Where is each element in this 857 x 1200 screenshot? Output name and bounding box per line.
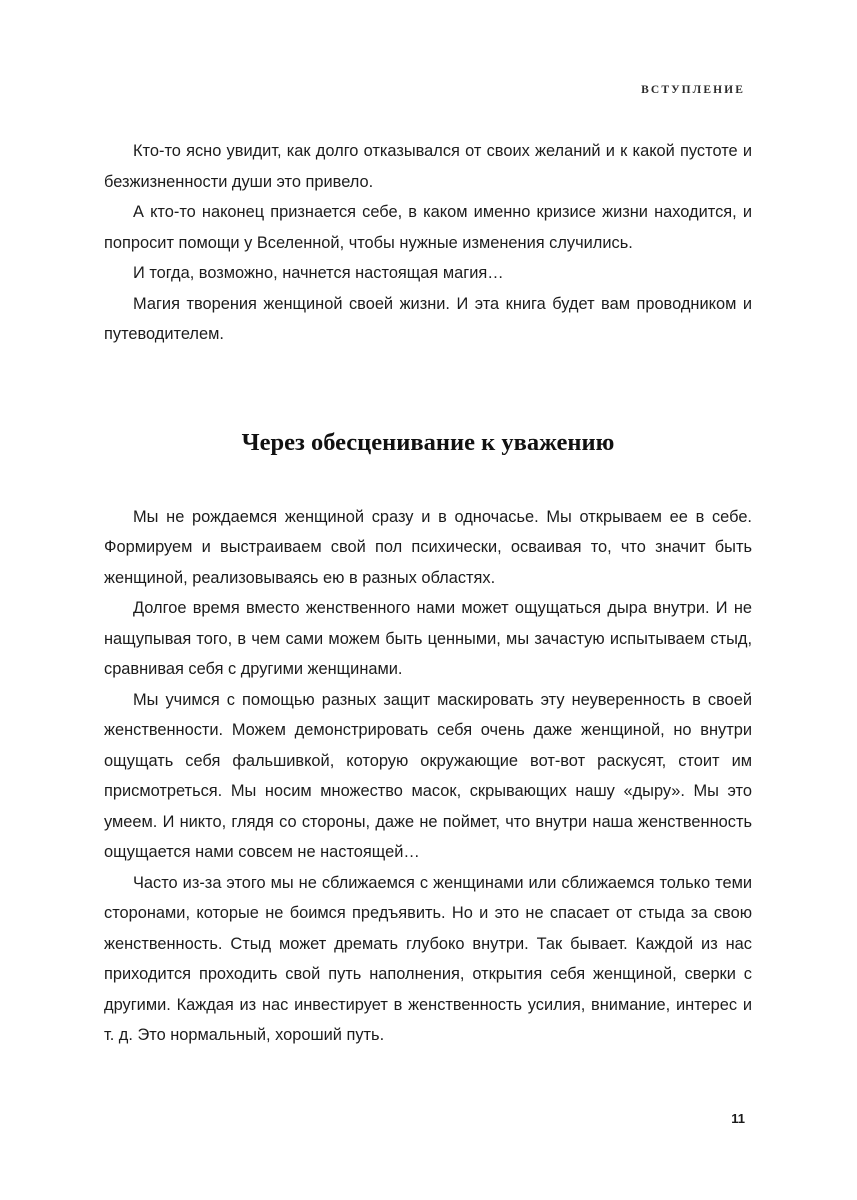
paragraph: Мы учимся с помощью разных защит маскировать эту неуверенность в своей женственности. Можем демонстрировать себя очень даже женщиной, но внутри ощущать себя фальшивкой, которую окружающие вот-вот раскусят, стоит им присмотреться. Мы носим множество масок, скрывающих нашу «дыру». Мы это умеем. И никто, глядя со стороны, даже не поймет, что внутри наша женственность ощущается нами совсем не настоящей… <box>104 690 752 861</box>
paragraph: Часто из-за этого мы не сближаемся с женщинами или сближаемся только теми сторонами, которые не боимся предъявить. Но и это не спасает от стыда за свою женственность. Стыд может дремать глубоко внутри. Так бывает. Каждой из нас приходится проходить свой путь наполнения, открытия себя женщиной, сверки с другими. Каждая из нас инвестирует в женственность усилия, внимание, интерес и т. д. Это нормальный, хороший путь. <box>104 873 752 1044</box>
spacer <box>104 458 752 502</box>
page-number: 11 <box>731 1111 745 1126</box>
section-heading: Через обесценивание к уважению <box>241 428 615 456</box>
page-text-body <box>104 136 752 1051</box>
paragraph: Долгое время вместо женственного нами может ощущаться дыра внутри. И не нащупывая того, в чем сами можем быть ценными, мы зачастую испытываем стыд, сравнивая себя с другими женщинами. <box>104 599 752 678</box>
paragraph: Кто-то ясно увидит, как долго отказывался от своих желаний и к какой пустоте и безжизненности души это привело. <box>104 142 752 191</box>
paragraph: А кто-то наконец признается себе, в каком именно кризисе жизни находится, и попросит помощи у Вселенной, чтобы нужные изменения случились. <box>104 203 752 252</box>
paragraph: И тогда, возможно, начнется настоящая магия… <box>133 264 504 282</box>
paragraph: Мы не рождаемся женщиной сразу и в одночасье. Мы открываем ее в себе. Формируем и выстраиваем свой пол психически, осваивая то, что значит быть женщиной, реализовываясь ею в разных областях. <box>104 507 752 587</box>
spacer <box>104 350 752 428</box>
running-head: ВСТУПЛЕНИЕ <box>641 84 745 96</box>
paragraph: Магия творения женщиной своей жизни. И эта книга будет вам проводником и путеводителем. <box>104 294 752 343</box>
